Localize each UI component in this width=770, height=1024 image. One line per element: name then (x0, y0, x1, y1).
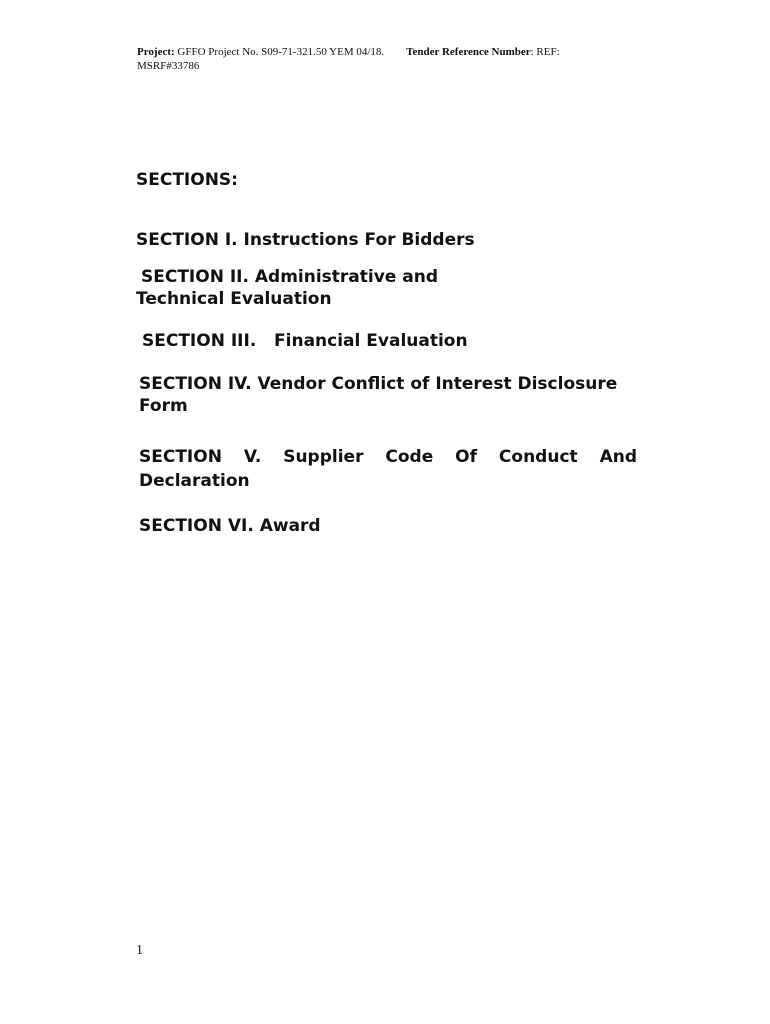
tender-reference (406, 46, 559, 58)
project-value: GFFO Project No. S09-71-321.50 YEM 04/18. (174, 46, 385, 58)
msrf-number: MSRF#33786 (137, 60, 200, 72)
section-ii-line-1: SECTION II. Administrative and (141, 267, 439, 287)
section-ii-line-2: Technical Evaluation (136, 289, 332, 309)
project-label: Project: (137, 46, 175, 58)
section-i: SECTION I. Instructions For Bidders (136, 230, 475, 250)
section-ii (136, 266, 466, 310)
page-number: 1 (136, 943, 143, 958)
section-iv: SECTION IV. Vendor Conflict of Interest Disclosure Form (139, 374, 618, 416)
section-iii: SECTION III. Financial Evaluation (142, 331, 468, 351)
section-vi: SECTION VI. Award (139, 516, 321, 536)
section-v: SECTION V. Supplier Code Of Conduct And Declaration (139, 447, 637, 491)
header-line-1 (137, 45, 637, 59)
page-header (137, 45, 637, 73)
sections-heading: SECTIONS: (136, 170, 238, 190)
tender-value: : REF: (530, 46, 560, 58)
tender-label: Tender Reference Number (406, 46, 531, 58)
